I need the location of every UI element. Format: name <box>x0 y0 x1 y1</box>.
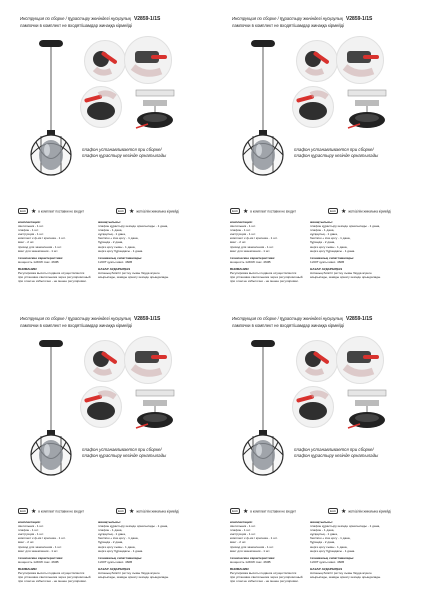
mark-left-text: в комплект поставки не входит <box>250 509 296 514</box>
step-photo-2 <box>124 336 172 384</box>
item: нұсқаулық - 1 дана, <box>310 532 338 537</box>
tech-line: мощность 1x60W max. 460В <box>18 559 59 564</box>
left-spec-column <box>230 520 308 583</box>
item: винт для заземления - 1 шт. <box>18 248 59 253</box>
item: бекіткіш + іске қосу - 1 дана, <box>98 536 139 541</box>
warning-header: НАЗАР АУДАРЫҢЫЗ <box>98 566 131 571</box>
warning-line: при установке светильника через регулировочный <box>230 275 303 280</box>
tech-header: техникалық сипаттамалары: <box>98 255 143 260</box>
warning-line: асырылады, шамды орнату кезінде орындалады. <box>98 275 170 280</box>
eac-mark-icon: ЕАС <box>118 209 125 214</box>
item: винт для заземления - 1 шт. <box>230 548 271 553</box>
left-spec-column <box>18 520 96 583</box>
mark-right-text: жеткізілім жинағына кірмейді <box>348 509 391 514</box>
item: комплект к ф-ия / крепежа - 1 шт. <box>230 236 278 241</box>
item: жерге қосу бұрандасы - 1 дана. <box>310 248 356 253</box>
step-photo-2 <box>124 36 172 84</box>
instruction-panel-3 <box>0 300 212 600</box>
note-ru: плафон устанавливается при сборке/ <box>294 147 374 152</box>
warning-header: НАЗАР АУДАРЫҢЫЗ <box>310 266 343 271</box>
star-icon: ★ <box>31 209 37 215</box>
note-ru: плафон устанавливается при сборке/ <box>294 447 374 452</box>
item: инструкция - 1 шт. <box>230 232 256 237</box>
complect-header: жинақтылығы: <box>310 220 333 224</box>
mark-right-text: жеткізілім жинағына кірмейді <box>348 209 391 214</box>
item: плафон - 1 шт. <box>230 228 251 233</box>
complect-header: жинақтылығы: <box>98 220 121 224</box>
item: инструкция - 1 шт. <box>18 532 44 537</box>
item: плафон - 1 дана, <box>310 528 335 533</box>
warning-header: ВНИМАНИЕ! <box>18 566 38 571</box>
item: светильник - 1 шт. <box>230 224 256 229</box>
complect-header: жинақтылығы: <box>98 520 121 524</box>
warning-line: асырылады, шамды орнату кезінде орындалады. <box>310 575 382 580</box>
header-line-2: лампочки в комплект не входят/шамдар жинаққа кірмейді <box>232 323 345 328</box>
item: винт - 2 шт. <box>18 240 35 245</box>
tech-header: технические характеристики: <box>18 255 64 260</box>
warning-line: при установке светильника через регулировочный <box>18 275 91 280</box>
item: винт - 2 шт. <box>230 540 247 545</box>
step-photo-1 <box>84 340 126 382</box>
warning-line: Регулировка высоты подвеса осуществляется <box>18 571 85 576</box>
warning-line: при установке светильника через регулировочный <box>230 575 303 580</box>
right-spec-column <box>98 220 208 279</box>
tech-header: техникалық сипаттамалары: <box>98 555 143 560</box>
item: бұрандa - 2 дана, <box>98 240 124 245</box>
item: инструкция - 1 шт. <box>230 532 256 537</box>
star-icon: ★ <box>243 209 249 215</box>
item: комплект к ф-ия / крепежа - 1 шт. <box>18 236 66 241</box>
header-line-1: Инструкция по сборке / Құрастыру жөніндегі нұсқаулық V2859-1/1S <box>20 16 161 22</box>
item: провод для заземления - 1 шт. <box>230 244 274 249</box>
eac-mark-icon: ЕАС <box>330 209 337 214</box>
item: провод для заземления - 1 шт. <box>230 544 274 549</box>
tech-header: техникалық сипаттамалары: <box>310 555 355 560</box>
star-icon: ★ <box>341 509 347 515</box>
item: жерге қосу сымы - 1 дана, <box>310 244 348 249</box>
complect-header: комплектация: <box>18 220 41 224</box>
warning-line: асырылады, шамды орнату кезінде орындалады. <box>98 575 170 580</box>
item: плафон құрастыру кезінде орнатылады - 1 дана, <box>98 524 169 529</box>
item: плафон - 1 дана, <box>98 228 123 233</box>
step-photo-1 <box>84 40 126 82</box>
step-photo-3 <box>292 86 334 128</box>
item: плафон құрастыру кезінде орнатылады - 1 дана, <box>98 224 169 229</box>
mark-left-text: в комплект поставки не входит <box>38 509 84 514</box>
warning-line: Регулировка высоты подвеса осуществляется <box>230 571 297 576</box>
header-line-2: лампочки в комплект не входят/шамдар жинаққа кірмейді <box>20 323 133 328</box>
header-line-1: Инструкция по сборке / Құрастыру жөніндегі нұсқаулық V2859-1/1S <box>232 16 373 22</box>
tech-line: мощность 1x60W max. 460В <box>18 259 59 264</box>
tech-line: 1x60Т қуаты макс. 460В <box>98 559 133 564</box>
eac-mark-icon: ЕАС <box>232 209 239 214</box>
complect-header: жинақтылығы: <box>310 520 333 524</box>
instruction-panel-1 <box>0 0 212 300</box>
ceiling-mount-icon <box>126 384 184 434</box>
marks-row <box>230 208 420 216</box>
marks-right <box>328 508 391 515</box>
tech-line: мощность 1x60W max. 460В <box>230 259 271 264</box>
lamp-illustration <box>228 32 298 182</box>
eac-mark-icon: ЕАС <box>330 509 337 514</box>
warning-header: ВНИМАНИЕ! <box>230 566 250 571</box>
step-photo-1 <box>296 40 338 82</box>
complect-header: комплектация: <box>18 520 41 524</box>
tech-line: 1x60Т қуаты макс. 460В <box>310 259 345 264</box>
ceiling-mount-icon <box>338 384 396 434</box>
step-photo-3 <box>80 86 122 128</box>
header-line-2: лампочки в комплект не входят/шамдар жинаққа кірмейді <box>232 23 345 28</box>
star-icon: ★ <box>129 209 135 215</box>
marks-row <box>230 508 420 516</box>
mark-right-text: жеткізілім жинағына кірмейді <box>136 509 179 514</box>
item: бұрандa - 2 дана, <box>98 540 124 545</box>
note-kz: плафон құрастыру кезінде орнатылады <box>294 453 379 458</box>
step-photo-1 <box>296 340 338 382</box>
star-icon: ★ <box>243 509 249 515</box>
warning-line: при этом не избыточно - не менее регулировки. <box>18 279 87 284</box>
star-icon: ★ <box>341 209 347 215</box>
tech-line: 1x60Т қуаты макс. 460В <box>310 559 345 564</box>
right-spec-column <box>310 520 420 579</box>
item: жерге қосу сымы - 1 дана, <box>98 244 136 249</box>
header-line-1: Инструкция по сборке / Құрастыру жөніндегі нұсқаулық V2859-1/1S <box>232 316 373 322</box>
mark-right-text: жеткізілім жинағына кірмейді <box>136 209 179 214</box>
item: винт для заземления - 1 шт. <box>18 548 59 553</box>
item: нұсқаулық - 1 дана, <box>98 532 126 537</box>
item: плафон - 1 шт. <box>18 228 39 233</box>
item: жерге қосу бұрандасы - 1 дана. <box>98 548 144 553</box>
eac-mark-icon: ЕАС <box>232 509 239 514</box>
item: плафон - 1 шт. <box>230 528 251 533</box>
item: нұсқаулық - 1 дана, <box>310 232 338 237</box>
item: плафон құрастыру кезінде орнатылады - 1 дана, <box>310 524 381 529</box>
tech-header: технические характеристики: <box>230 255 276 260</box>
star-icon: ★ <box>129 509 135 515</box>
note-kz: плафон құрастыру кезінде орнатылады <box>294 153 379 158</box>
tech-header: техникалық сипаттамалары: <box>310 255 355 260</box>
warning-header: НАЗАР АУДАРЫҢЫЗ <box>98 266 131 271</box>
eac-mark-icon: ЕАС <box>20 209 27 214</box>
item: бекіткіш + іске қосу - 1 дана, <box>98 236 139 241</box>
item: светильник - 1 шт. <box>18 224 44 229</box>
marks-row <box>18 508 208 516</box>
header-line-1: Инструкция по сборке / Құрастыру жөніндегі нұсқаулық V2859-1/1S <box>20 316 161 322</box>
complect-header: комплектация: <box>230 220 253 224</box>
warning-line: Регулировка высоты подвеса осуществляется <box>230 271 297 276</box>
item: комплект к ф-ия / крепежа - 1 шт. <box>230 536 278 541</box>
tech-line: мощность 1x60W max. 460В <box>230 559 271 564</box>
item: светильник - 1 шт. <box>230 524 256 529</box>
warning-line: Аспаның биіктігі реттеу сымы бауда жүзеге <box>98 271 160 276</box>
item: светильник - 1 шт. <box>18 524 44 529</box>
item: нұсқаулық - 1 дана, <box>98 232 126 237</box>
tech-header: технические характеристики: <box>230 555 276 560</box>
lamp-illustration <box>228 332 298 482</box>
item: комплект к ф-ия / крепежа - 1 шт. <box>18 536 66 541</box>
item: бекіткіш + іске қосу - 1 дана, <box>310 236 351 241</box>
eac-mark-icon: ЕАС <box>20 509 27 514</box>
warning-line: Аспаның биіктігі реттеу сымы бауда жүзеге <box>310 271 372 276</box>
item: бұрандa - 2 дана, <box>310 240 336 245</box>
eac-mark-icon: ЕАС <box>118 509 125 514</box>
step-photo-2 <box>336 336 384 384</box>
mark-left-text: в комплект поставки не входит <box>250 209 296 214</box>
item: бұрандa - 2 дана, <box>310 540 336 545</box>
step-photo-2 <box>336 36 384 84</box>
complect-header: комплектация: <box>230 520 253 524</box>
tech-line: 1x60Т қуаты макс. 460В <box>98 259 133 264</box>
right-spec-column <box>310 220 420 279</box>
item: плафон - 1 дана, <box>98 528 123 533</box>
warning-line: при этом не избыточно - не менее регулировки. <box>18 579 87 584</box>
warning-header: ВНИМАНИЕ! <box>230 266 250 271</box>
warning-header: ВНИМАНИЕ! <box>18 266 38 271</box>
ceiling-mount-icon <box>338 84 396 134</box>
item: винт - 2 шт. <box>18 540 35 545</box>
note-ru: плафон устанавливается при сборке/ <box>82 147 162 152</box>
item: винт для заземления - 1 шт. <box>230 248 271 253</box>
item: провод для заземления - 1 шт. <box>18 244 62 249</box>
item: винт - 2 шт. <box>230 240 247 245</box>
left-spec-column <box>18 220 96 283</box>
item: жерге қосу бұрандасы - 1 дана. <box>98 248 144 253</box>
warning-line: при установке светильника через регулировочный <box>18 575 91 580</box>
lamp-illustration <box>16 332 86 482</box>
tech-header: технические характеристики: <box>18 555 64 560</box>
marks-row <box>18 208 208 216</box>
warning-line: при этом не избыточно - не менее регулировки. <box>230 279 299 284</box>
marks-right <box>116 508 179 515</box>
note-kz: плафон құрастыру кезінде орнатылады <box>82 453 167 458</box>
mark-left-text: в комплект поставки не входит <box>38 209 84 214</box>
item: бекіткіш + іске қосу - 1 дана, <box>310 536 351 541</box>
lamp-illustration <box>16 32 86 182</box>
warning-line: при этом не избыточно - не менее регулировки. <box>230 579 299 584</box>
note-ru: плафон устанавливается при сборке/ <box>82 447 162 452</box>
left-spec-column <box>230 220 308 283</box>
right-spec-column <box>98 520 208 579</box>
note-kz: плафон құрастыру кезінде орнатылады <box>82 153 167 158</box>
warning-line: Регулировка высоты подвеса осуществляется <box>18 271 85 276</box>
item: плафон құрастыру кезінде орнатылады - 1 дана, <box>310 224 381 229</box>
warning-header: НАЗАР АУДАРЫҢЫЗ <box>310 566 343 571</box>
item: провод для заземления - 1 шт. <box>18 544 62 549</box>
step-photo-3 <box>80 386 122 428</box>
instruction-panel-4 <box>212 300 424 600</box>
item: плафон - 1 шт. <box>18 528 39 533</box>
header-line-2: лампочки в комплект не входят/шамдар жинаққа кірмейді <box>20 23 133 28</box>
star-icon: ★ <box>31 509 37 515</box>
item: жерге қосу сымы - 1 дана, <box>98 544 136 549</box>
marks-right <box>328 208 391 215</box>
ceiling-mount-icon <box>126 84 184 134</box>
item: инструкция - 1 шт. <box>18 232 44 237</box>
step-photo-3 <box>292 386 334 428</box>
marks-right <box>116 208 179 215</box>
item: плафон - 1 дана, <box>310 228 335 233</box>
item: жерге қосу бұрандасы - 1 дана. <box>310 548 356 553</box>
warning-line: асырылады, шамды орнату кезінде орындалады. <box>310 275 382 280</box>
warning-line: Аспаның биіктігі реттеу сымы бауда жүзеге <box>98 571 160 576</box>
item: жерге қосу сымы - 1 дана, <box>310 544 348 549</box>
instruction-panel-2 <box>212 0 424 300</box>
warning-line: Аспаның биіктігі реттеу сымы бауда жүзеге <box>310 571 372 576</box>
